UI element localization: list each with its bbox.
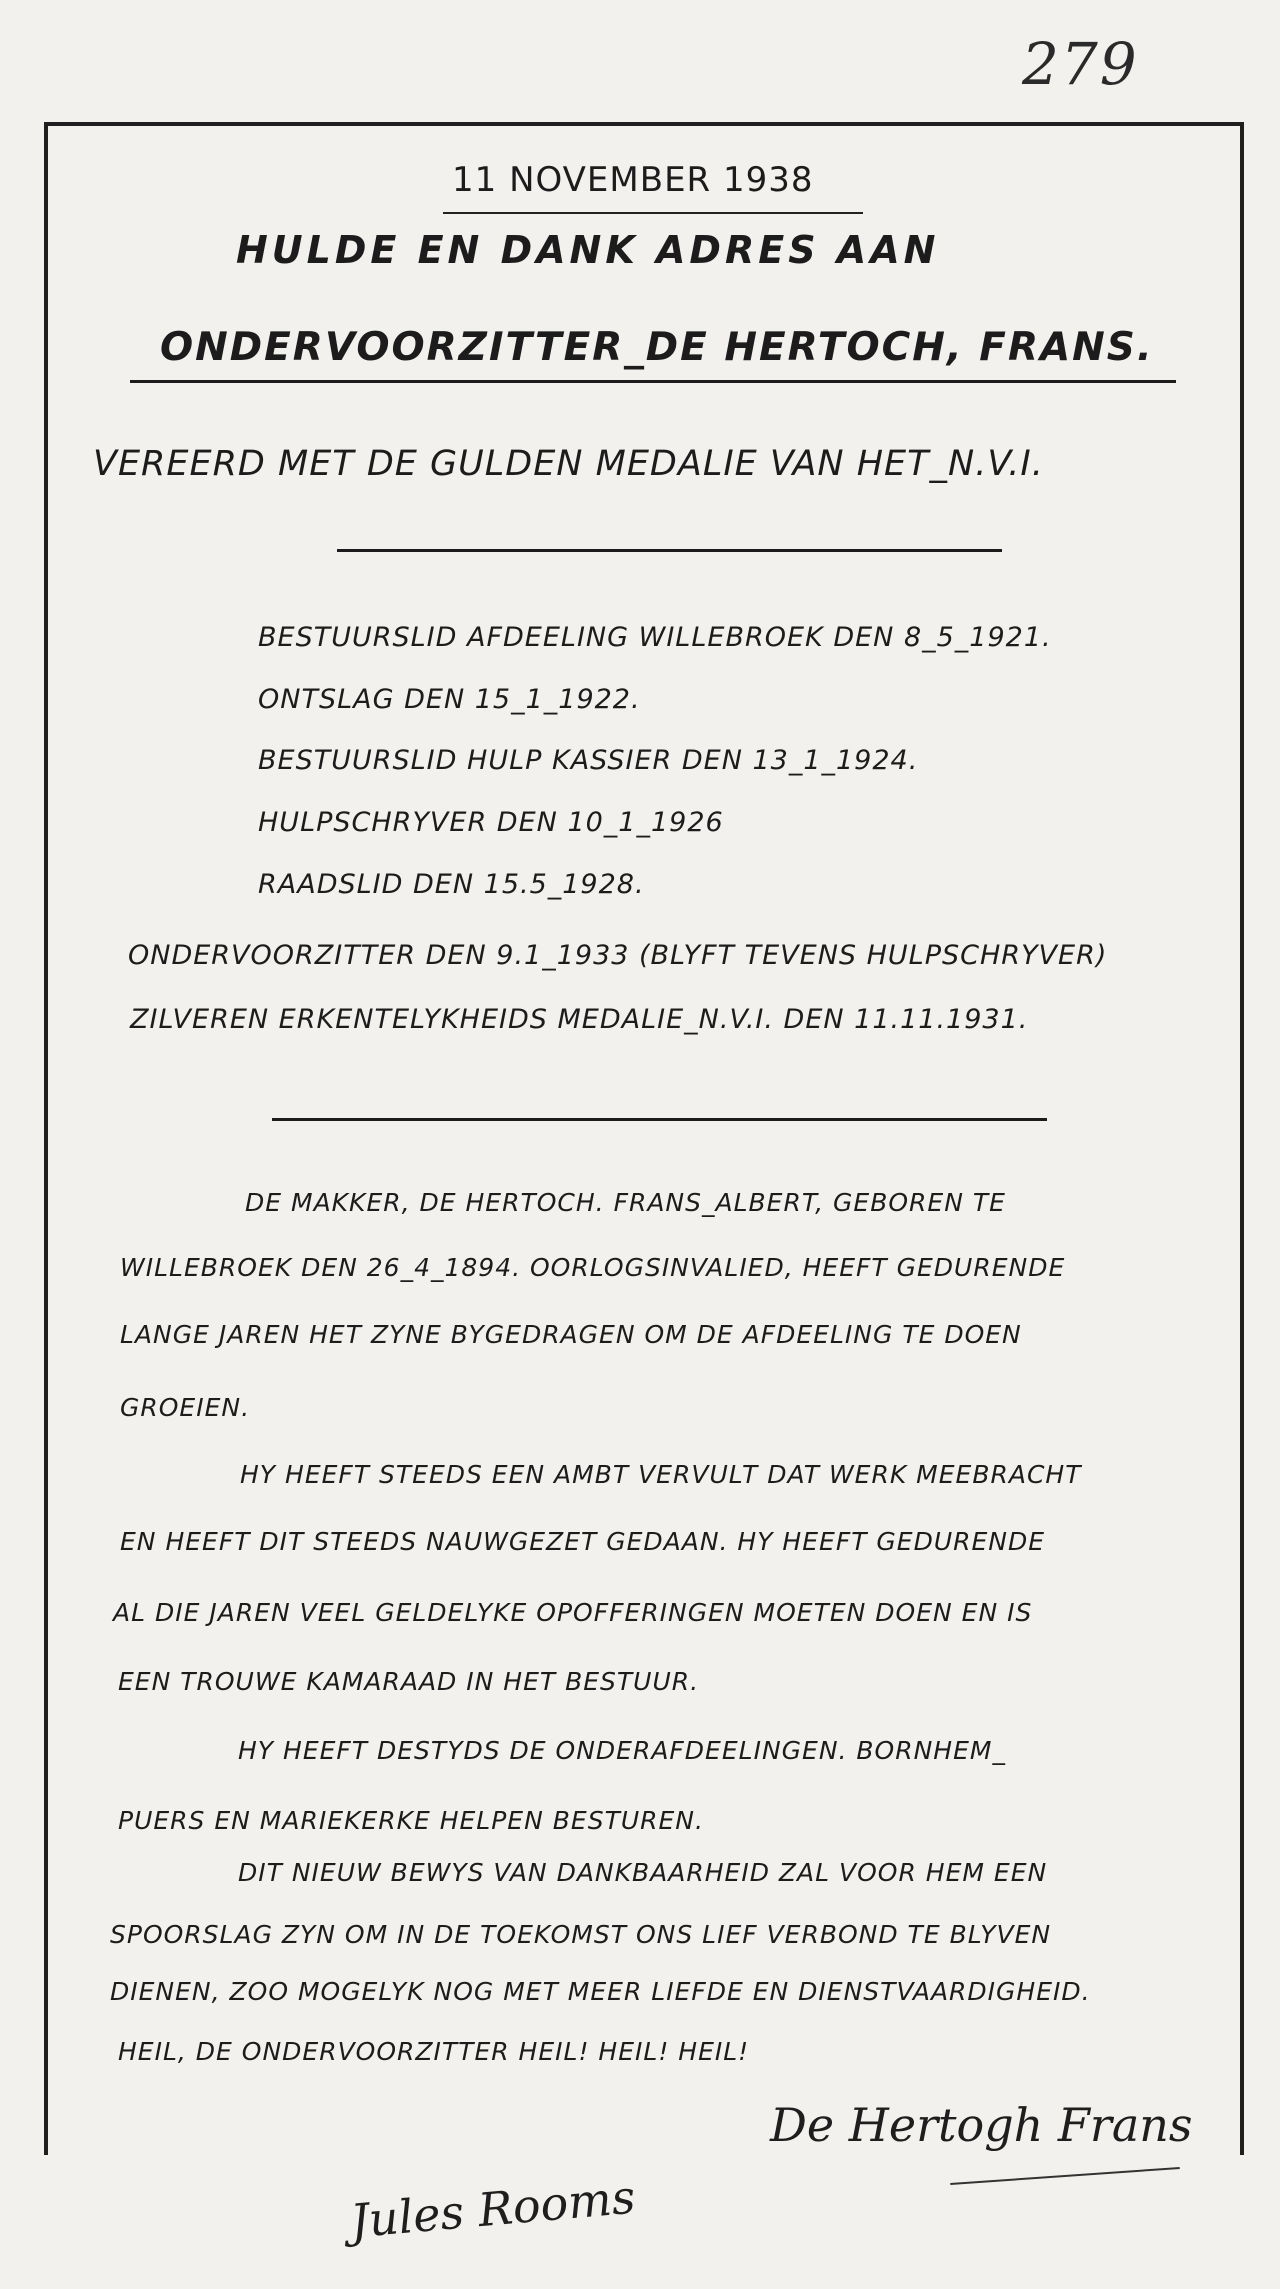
- medal-line: VEREERD MET DE GULDEN MEDALIE VAN HET_N.V.I.: [93, 444, 1044, 484]
- body-line: AL DIE JAREN VEEL GELDELYKE OPOFFERINGEN MOETEN DOEN EN IS: [113, 1598, 1033, 1627]
- career-line: BESTUURSLID AFDEELING WILLEBROEK DEN 8_5_1921.: [258, 622, 1052, 653]
- career-line: ZILVEREN ERKENTELYKHEIDS MEDALIE_N.V.I. DEN 11.11.1931.: [130, 1004, 1029, 1035]
- signature-right: De Hertogh Frans: [770, 2098, 1193, 2152]
- body-line: EN HEEFT DIT STEEDS NAUWGEZET GEDAAN. HY HEEFT GEDURENDE: [120, 1527, 1046, 1556]
- body-line: HEIL, DE ONDERVOORZITTER HEIL! HEIL! HEIL!: [118, 2037, 750, 2066]
- body-line: PUERS EN MARIEKERKE HELPEN BESTUREN.: [118, 1806, 704, 1835]
- section-divider-2: [272, 1118, 1047, 1121]
- body-line: EEN TROUWE KAMARAAD IN HET BESTUUR.: [118, 1667, 700, 1696]
- document-title-line-1: HULDE EN DANK ADRES AAN: [236, 228, 940, 272]
- page-number: 279: [1022, 30, 1139, 98]
- date-underline: [443, 212, 863, 214]
- body-line: HY HEEFT DESTYDS DE ONDERAFDEELINGEN. BORNHEM_: [238, 1736, 1006, 1765]
- body-line: DIT NIEUW BEWYS VAN DANKBAARHEID ZAL VOOR HEM EEN: [238, 1858, 1048, 1887]
- signature-left: Jules Rooms: [348, 2169, 638, 2249]
- body-line: SPOORSLAG ZYN OM IN DE TOEKOMST ONS LIEF VERBOND TE BLYVEN: [110, 1920, 1052, 1949]
- career-line: ONTSLAG DEN 15_1_1922.: [258, 684, 641, 715]
- title-underline: [130, 380, 1176, 383]
- body-line: LANGE JAREN HET ZYNE BYGEDRAGEN OM DE AFDEELING TE DOEN: [120, 1320, 1022, 1349]
- career-line: RAADSLID DEN 15.5_1928.: [258, 869, 645, 900]
- body-line: DE MAKKER, DE HERTOCH. FRANS_ALBERT, GEBOREN TE: [245, 1188, 1006, 1217]
- career-line: BESTUURSLID HULP KASSIER DEN 13_1_1924.: [258, 745, 919, 776]
- section-divider-1: [337, 549, 1002, 552]
- body-line: HY HEEFT STEEDS EEN AMBT VERVULT DAT WERK MEEBRACHT: [240, 1460, 1082, 1489]
- body-line: DIENEN, ZOO MOGELYK NOG MET MEER LIEFDE EN DIENSTVAARDIGHEID.: [110, 1977, 1091, 2006]
- document-frame: [44, 122, 1244, 2155]
- signature-right-stroke: [950, 2167, 1180, 2185]
- body-line: GROEIEN.: [120, 1393, 251, 1422]
- document-title-line-2: ONDERVOORZITTER_DE HERTOCH, FRANS.: [160, 325, 1154, 370]
- document-date: 11 NOVEMBER 1938: [452, 160, 814, 200]
- body-line: WILLEBROEK DEN 26_4_1894. OORLOGSINVALIED, HEEFT GEDURENDE: [120, 1253, 1066, 1282]
- career-line: ONDERVOORZITTER DEN 9.1_1933 (BLYFT TEVENS HULPSCHRYVER): [128, 940, 1108, 971]
- career-line: HULPSCHRYVER DEN 10_1_1926: [258, 807, 724, 838]
